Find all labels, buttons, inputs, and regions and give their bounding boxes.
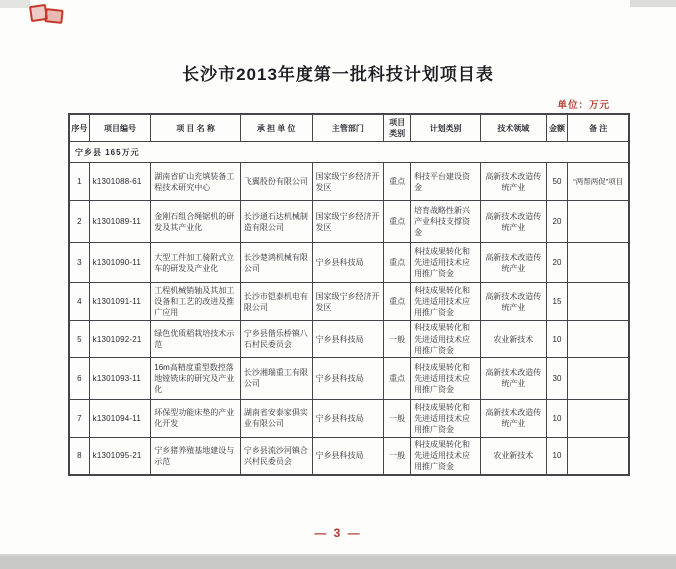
column-header-plan: 计划类别 xyxy=(411,114,481,142)
cell-plan: 科技成果转化和先进适用技术应用推广资金 xyxy=(411,243,481,283)
column-header-unit: 承 担 单 位 xyxy=(240,114,312,142)
cell-category: 一般 xyxy=(384,399,411,437)
cell-name: 16m高精度重型数控落地镗铣床的研究及产业化 xyxy=(151,357,241,399)
cell-field: 高新技术改造传统产业 xyxy=(481,243,547,283)
cell-unit: 宁乡县偕乐桥镇八石村民委员会 xyxy=(240,321,312,358)
column-header-code: 项目编号 xyxy=(89,114,151,142)
cell-plan: 科技平台建设资金 xyxy=(411,163,481,201)
cell-name: 湖南省矿山充填装备工程技术研究中心 xyxy=(151,163,241,201)
cell-amount: 10 xyxy=(546,437,568,474)
cell-unit: 湖南省安泰家俱实业有限公司 xyxy=(240,399,312,437)
cell-plan: 培育战略性新兴产业科技支撑资金 xyxy=(411,201,481,243)
table-row xyxy=(69,243,629,283)
column-header-remark: 备 注 xyxy=(568,114,629,142)
column-header-name: 项 目 名 称 xyxy=(151,114,241,142)
cell-amount: 30 xyxy=(546,357,568,399)
cell-category: 重点 xyxy=(384,201,411,243)
cell-category: 重点 xyxy=(384,357,411,399)
cell-dept: 国家级宁乡经济开发区 xyxy=(312,163,384,201)
cell-category: 一般 xyxy=(384,321,411,358)
cell-code: k1301090-11 xyxy=(89,243,151,283)
cell-seq: 4 xyxy=(69,283,89,321)
cell-dept: 宁乡县科技局 xyxy=(312,243,384,283)
cell-dept: 宁乡县科技局 xyxy=(312,357,384,399)
cell-unit: 长沙通石达机械制造有限公司 xyxy=(240,201,312,243)
cell-code: k1301094-11 xyxy=(89,399,151,437)
cell-remark xyxy=(568,437,629,474)
cell-name: 环保型功能床垫的产业化开发 xyxy=(151,399,241,437)
project-table-container xyxy=(68,113,630,476)
cell-amount: 15 xyxy=(546,283,568,321)
project-table-body xyxy=(69,142,629,475)
cell-code: k1301089-11 xyxy=(89,201,151,243)
cell-dept: 国家级宁乡经济开发区 xyxy=(312,201,384,243)
cell-category: 重点 xyxy=(384,283,411,321)
cell-field: 高新技术改造传统产业 xyxy=(481,283,547,321)
table-row xyxy=(69,321,629,358)
cell-code: k1301093-11 xyxy=(89,357,151,399)
column-header-field: 技术领域 xyxy=(481,114,547,142)
cell-amount: 10 xyxy=(546,321,568,358)
cell-unit: 长沙市铠泰机电有限公司 xyxy=(240,283,312,321)
cell-amount: 50 xyxy=(546,163,568,201)
cell-seq: 3 xyxy=(69,243,89,283)
page-title: 长沙市2013年度第一批科技计划项目表 xyxy=(182,65,494,84)
cell-field: 高新技术改造传统产业 xyxy=(481,201,547,243)
group-label: 宁乡县 165万元 xyxy=(69,142,629,163)
cell-remark: “两帮两促”项目 xyxy=(568,163,629,201)
scan-edge-artifact xyxy=(630,0,676,7)
cell-name: 工程机械销轴及其加工设备和工艺的改进及推广应用 xyxy=(151,283,241,321)
cell-remark xyxy=(568,243,629,283)
table-row xyxy=(69,357,629,399)
cell-dept: 宁乡县科技局 xyxy=(312,437,384,474)
scan-edge-artifact xyxy=(0,556,676,569)
cell-seq: 1 xyxy=(69,163,89,201)
cell-seq: 5 xyxy=(69,321,89,358)
cell-unit: 长沙湘瑞重工有限公司 xyxy=(240,357,312,399)
cell-seq: 7 xyxy=(69,399,89,437)
table-row xyxy=(69,437,629,474)
table-row xyxy=(69,283,629,321)
cell-name: 绿色优质稻栽培技术示范 xyxy=(151,321,241,358)
cell-code: k1301095-21 xyxy=(89,437,151,474)
cell-plan: 科技成果转化和先进适用技术应用推广资金 xyxy=(411,357,481,399)
cell-name: 金刚石组合绳锯机的研发及其产业化 xyxy=(151,201,241,243)
cell-field: 高新技术改造传统产业 xyxy=(481,163,547,201)
cell-field: 高新技术改造传统产业 xyxy=(481,399,547,437)
page-number: — 3 — xyxy=(314,526,362,540)
unit-note: 单位：万元 xyxy=(557,100,610,111)
cell-name: 大型工件加工骑附式立车的研发及产业化 xyxy=(151,243,241,283)
cell-category: 重点 xyxy=(384,243,411,283)
cell-name: 宁乡猪养殖基地建设与示范 xyxy=(151,437,241,474)
cell-category: 一般 xyxy=(384,437,411,474)
cell-unit: 宁乡县流沙河镇合兴村民委员会 xyxy=(240,437,312,474)
table-row xyxy=(69,201,629,243)
cell-plan: 科技成果转化和先进适用技术应用推广资金 xyxy=(411,399,481,437)
cell-unit: 飞翼股份有限公司 xyxy=(240,163,312,201)
project-table xyxy=(68,113,630,476)
cell-dept: 宁乡县科技局 xyxy=(312,321,384,358)
cell-remark xyxy=(568,283,629,321)
group-row-ningxiang xyxy=(69,142,629,163)
cell-remark xyxy=(568,399,629,437)
cell-remark xyxy=(568,321,629,358)
cell-seq: 2 xyxy=(69,201,89,243)
cell-plan: 科技成果转化和先进适用技术应用推广资金 xyxy=(411,283,481,321)
cell-dept: 宁乡县科技局 xyxy=(312,399,384,437)
cell-seq: 6 xyxy=(69,357,89,399)
cell-field: 农业新技术 xyxy=(481,437,547,474)
cell-code: k1301088-61 xyxy=(89,163,151,201)
cell-amount: 10 xyxy=(546,399,568,437)
column-header-dept: 主管部门 xyxy=(312,114,384,142)
cell-code: k1301091-11 xyxy=(89,283,151,321)
cell-field: 高新技术改造传统产业 xyxy=(481,357,547,399)
cell-category: 重点 xyxy=(384,163,411,201)
column-header-amount: 金额 xyxy=(546,114,568,142)
cell-remark xyxy=(568,357,629,399)
cell-remark xyxy=(568,201,629,243)
table-row xyxy=(69,399,629,437)
table-header-row xyxy=(69,114,629,142)
column-header-category: 项目类别 xyxy=(384,114,411,142)
cell-amount: 20 xyxy=(546,201,568,243)
cell-field: 农业新技术 xyxy=(481,321,547,358)
cell-seq: 8 xyxy=(69,437,89,474)
cell-plan: 科技成果转化和先进适用技术应用推广资金 xyxy=(411,437,481,474)
column-header-seq: 序号 xyxy=(69,114,89,142)
cell-dept: 国家级宁乡经济开发区 xyxy=(312,283,384,321)
cell-unit: 长沙楚鸿机械有限公司 xyxy=(240,243,312,283)
red-stamp-stroke xyxy=(44,8,63,24)
scan-edge-artifact xyxy=(0,0,30,8)
cell-amount: 20 xyxy=(546,243,568,283)
table-row xyxy=(69,163,629,201)
cell-code: k1301092-21 xyxy=(89,321,151,358)
cell-plan: 科技成果转化和先进适用技术应用推广资金 xyxy=(411,321,481,358)
red-stamp-mark xyxy=(30,3,64,21)
